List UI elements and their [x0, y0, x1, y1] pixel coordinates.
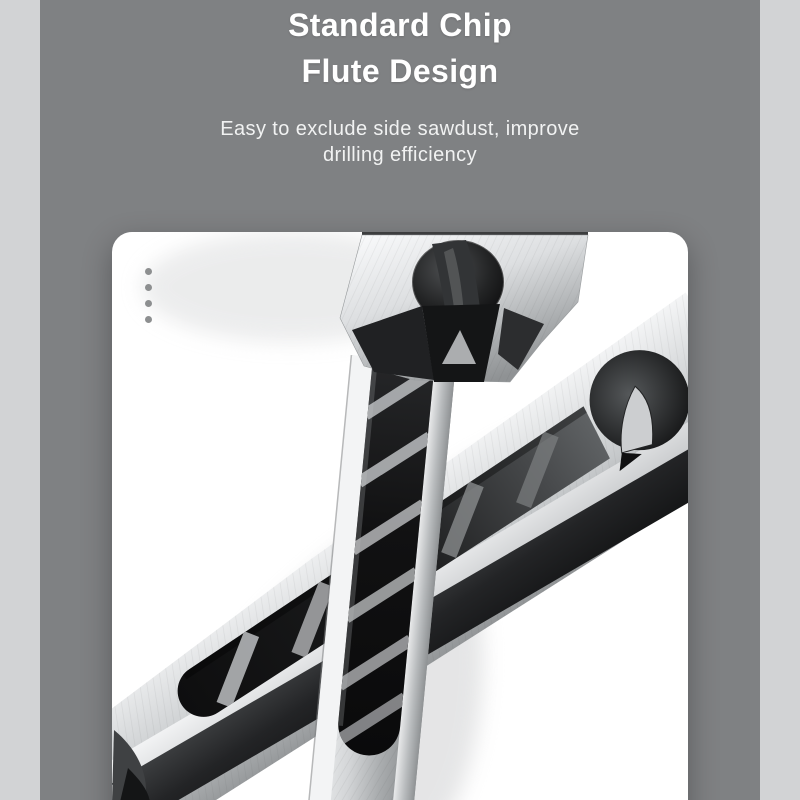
bullet-dot [145, 268, 152, 275]
bullet-dot [145, 300, 152, 307]
photo-card [112, 232, 688, 800]
bullet-dot [145, 316, 152, 323]
subheadline-line1: Easy to exclude side sawdust, improve [220, 118, 580, 140]
card-dots [145, 268, 152, 323]
drill-bits-photo [112, 232, 688, 800]
headline-line1: Standard Chip [288, 7, 512, 43]
bullet-dot [145, 284, 152, 291]
headline [0, 2, 800, 94]
main-bit-head [340, 232, 588, 382]
subheadline [0, 116, 800, 168]
subheadline-line2: drilling efficiency [323, 144, 477, 166]
headline-line2: Flute Design [301, 53, 499, 89]
